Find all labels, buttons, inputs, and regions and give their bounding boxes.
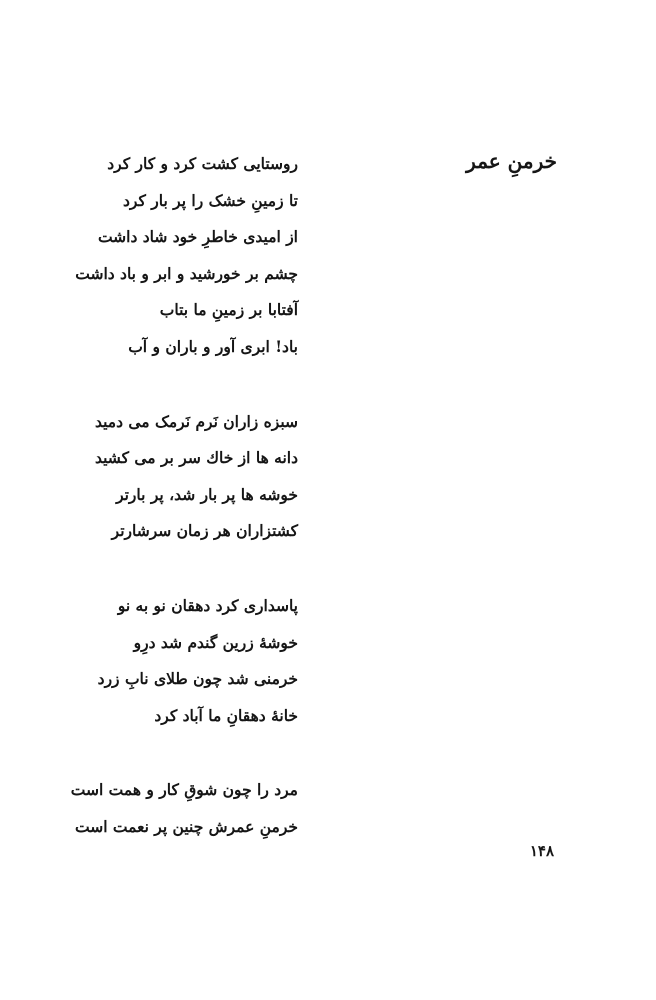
page-title: خرمنِ عمر: [466, 149, 557, 173]
verse-line: تا زمینِ خشک را پر بار کرد: [123, 190, 298, 210]
stanza-3: [71, 588, 298, 734]
verse-line: آفتابا بر زمینِ ما بتاب: [159, 300, 298, 320]
verse-line: روستایی کشت کرد و کار کرد: [107, 154, 298, 173]
verse-line: کشتزاران هر زمان سرشارتر: [111, 521, 298, 541]
verse-line: باد! ابری آور و باران و آب: [128, 336, 298, 356]
stanza-1: [71, 146, 298, 366]
page-number: ۱۴۸: [529, 842, 554, 860]
verse-line: از امیدی خاطرِ خود شاد داشت: [97, 227, 298, 247]
verse-line: خوشه ها پر بار شد، پر بارتر: [116, 484, 298, 504]
verse-line: خرمنی شد چون طلای نابِ زرد: [97, 669, 298, 689]
stanza-2: [71, 404, 298, 550]
verse-line: سبزه زاران نَرم نَرمک می دمید: [94, 411, 298, 431]
poem: [71, 146, 298, 846]
verse-line: دانه ها از خاك سر بر می کشید: [94, 448, 298, 468]
verse-line: چشم بر خورشید و ابر و باد داشت: [75, 263, 298, 283]
verse-line: خرمنِ عمرش چنین پر نعمت است: [75, 816, 298, 836]
verse-line: خانهٔ دهقانِ ما آباد کرد: [154, 705, 298, 725]
verse-line: پاسداری کرد دهقان نو به نو: [117, 595, 298, 615]
verse-line: مرد را چون شوقِ کار و همت است: [70, 780, 298, 800]
stanza-4: [71, 772, 298, 845]
verse-line: خوشهٔ زرین گندم شد درِو: [133, 632, 298, 652]
